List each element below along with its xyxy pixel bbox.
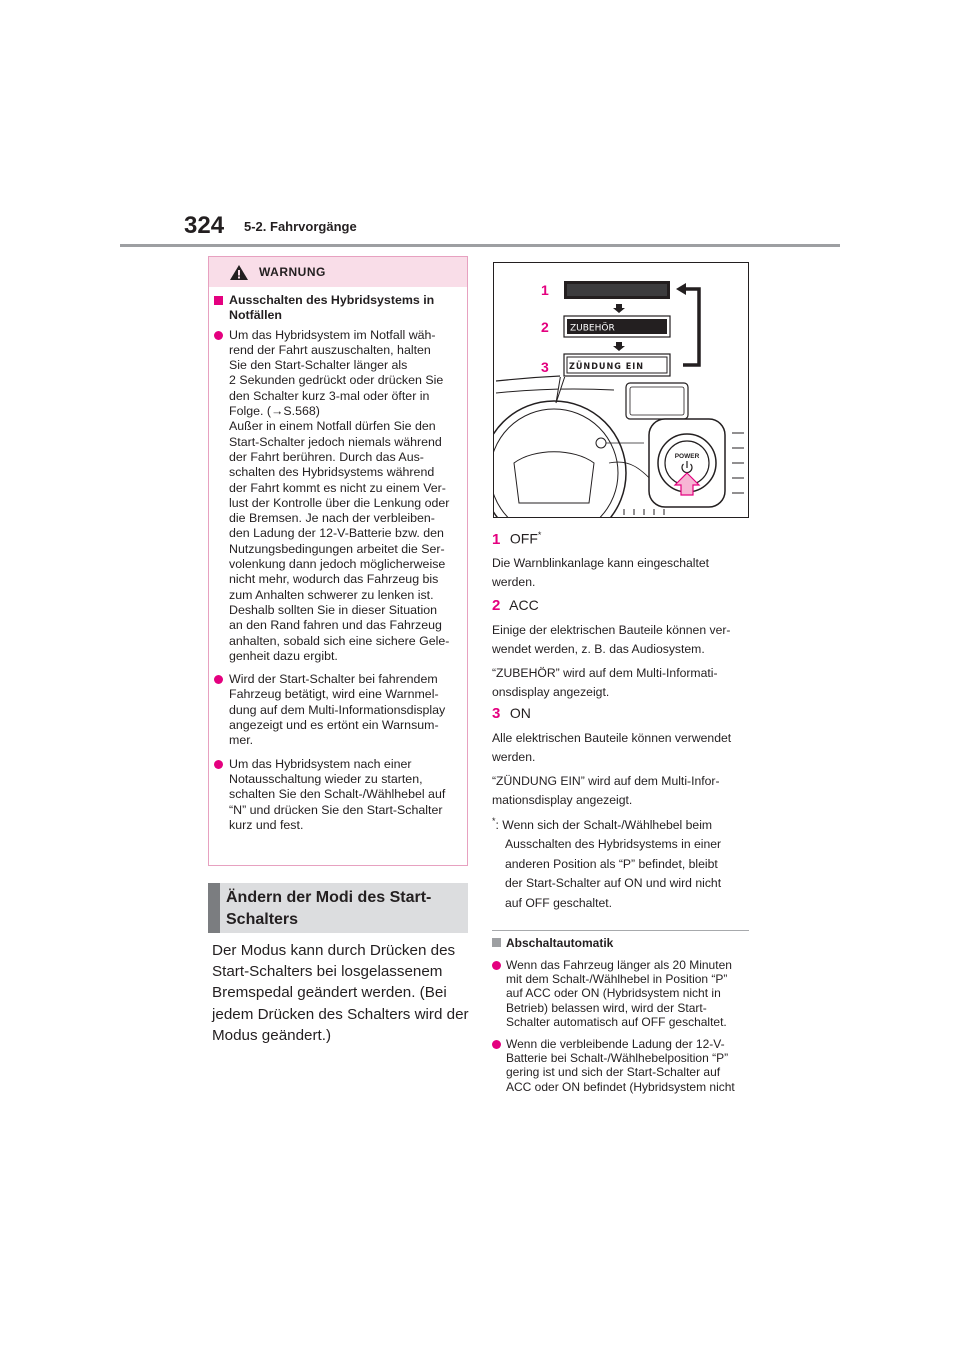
- warning-title: WARNUNG: [259, 265, 326, 279]
- mode-name: ON: [509, 705, 531, 721]
- bullet-dot-icon: [492, 961, 501, 970]
- warning-bullet-line: Deshalb sollten Sie in dieser Situation: [229, 602, 438, 617]
- footnote: *: Wenn sich der Schalt-/Wählhebel beim Ausschalten des Hybridsystems in einer anderen Position als “P” befindet, bleibt der Start-Schalter auf ON und wird nicht auf OFF geschaltet.: [492, 816, 722, 910]
- warning-subheading: Ausschalten des Hybridsystems in Notfällen: [214, 293, 462, 324]
- warning-bullet-line: Fahrzeug betätigt, wird eine Warnmel-: [229, 687, 439, 702]
- modes-paragraph: Der Modus kann durch Drücken des Start-Schalters bei losgelassenem Bremspedal geändert werden. (Bei jedem Drücken des Schalters wird der Modus geändert.): [212, 942, 469, 1044]
- auto-off-section: [492, 936, 758, 1094]
- bullet-dot-icon: [214, 331, 223, 340]
- warning-bullet-line: die Bremsen. Je nach der verbleiben-: [229, 511, 435, 526]
- warning-bullet-line: der Fahrt berühren. Durch das Aus-: [229, 449, 424, 464]
- mode-number: 2: [492, 597, 501, 614]
- warning-bullet-line: Um das Hybridsystem im Notfall wäh-: [229, 327, 436, 342]
- auto-off-bullet: Wenn die verbleibende Ladung der 12-V- Batterie bei Schalt-/Wählhebelposition “P” gering ist und sich der Start-Schalter auf ACC oder ON befindet (Hybridsystem nicht: [492, 1037, 758, 1094]
- warning-bullet-line: zum Anhalten schwerer zu lenken ist.: [229, 587, 434, 602]
- warning-bullet: [214, 672, 462, 748]
- warning-bullet-line: der Fahrt kommt es nicht zu einem Ver-: [229, 480, 446, 495]
- loop-back-arrow-icon: [680, 289, 699, 365]
- power-label: POWER: [674, 453, 700, 460]
- warning-bullet: [214, 328, 462, 665]
- warning-bullet-line: genheit dazu ergibt.: [229, 648, 338, 663]
- display-zubehoer-text: ZUBEHÖR: [570, 323, 615, 334]
- heading-accent-bar: [208, 883, 220, 933]
- mode-description: Einige der elektrischen Bauteile können ver- wendet werden, z. B. das Audiosystem. “ZUBEHÖR” wird auf dem Multi-Informati- onsdisplay angezeigt.: [492, 623, 731, 700]
- warning-box: [208, 256, 468, 866]
- warning-bullet-line: an den Rand fahren und das Fahrzeug: [229, 618, 442, 633]
- mode-name: ACC: [509, 597, 539, 613]
- header-rule: [120, 244, 840, 247]
- section-title: 5-2. Fahrvorgänge: [244, 219, 357, 234]
- warning-bullet-line: dung auf dem Multi-Informationsdisplay: [229, 702, 446, 717]
- warning-bullet-line: nicht mehr, wodurch das Fahrzeug bis: [229, 572, 439, 587]
- warning-bullet-line: Außer in einem Notfall dürfen Sie den: [229, 419, 436, 434]
- mode-item-acc: [492, 597, 758, 703]
- illustration-svg: [494, 263, 748, 517]
- square-bullet-icon: [492, 938, 501, 947]
- warning-bullet-line: lust der Kontrolle über die Lenkung oder: [229, 495, 450, 510]
- warning-bullet: [214, 757, 462, 833]
- page-number: 324: [184, 212, 225, 239]
- power-switch-illustration: [493, 262, 749, 518]
- mode-item-off: [492, 530, 758, 593]
- warning-bullet-line: schalten Sie den Schalt-/Wählhebel auf: [229, 787, 446, 802]
- mode-item-on: [492, 705, 758, 811]
- modes-heading: Ändern der Modi des Start- Schalters: [226, 889, 432, 928]
- warning-bullet-line: Sie den Start-Schalter länger als: [229, 358, 408, 373]
- mode-label-3: 3: [541, 359, 549, 375]
- warning-bullet-line: 2 Sekunden gedrückt oder drücken Sie: [229, 373, 444, 388]
- auto-off-bullet: Wenn das Fahrzeug länger als 20 Minuten mit dem Schalt-/Wählhebel in Position “P” auf ACC oder ON (Hybridsystem nicht in Betrieb) belassen wird, wird der Start- Schalter automatisch auf OFF geschaltet.: [492, 958, 758, 1029]
- mode-name: OFF: [509, 530, 538, 547]
- warning-bullet-line: rend der Fahrt auszuschalten, halten: [229, 342, 431, 357]
- warning-bullet-line: volenkung dann jedoch möglicherweise: [229, 557, 446, 572]
- divider: [492, 930, 749, 931]
- display-zuendung-text: ZÜNDUNG EIN: [569, 362, 643, 372]
- warning-bullet-line: anhalten, sobald sich eine sichere Gele-: [229, 633, 450, 648]
- warning-bullet-line: Start-Schalter jedoch niemals während: [229, 434, 442, 449]
- warning-bullet-line: angezeigt und es ertönt ein Warnsum-: [229, 718, 439, 733]
- bullet-dot-icon: [492, 1040, 501, 1049]
- warning-header: [209, 257, 467, 287]
- mode-description: Alle elektrischen Bauteile können verwendet werden. “ZÜNDUNG EIN” wird auf dem Multi-Infor- mationsdisplay angezeigt.: [492, 731, 732, 808]
- mode-description: Die Warnblinkanlage kann eingeschaltet werden.: [492, 556, 710, 590]
- bullet-dot-icon: [214, 760, 223, 769]
- mode-label-1: 1: [541, 282, 549, 298]
- mode-number: 3: [492, 705, 501, 722]
- footnote-marker: *: [492, 816, 496, 826]
- auto-off-title: Abschaltautomatik: [492, 936, 758, 950]
- warning-bullet-line: mer.: [229, 733, 254, 748]
- mode-number: 1: [492, 530, 501, 548]
- warning-triangle-icon: [229, 264, 249, 281]
- warning-bullet-line: den Schalter kurz 3-mal oder öfter in: [229, 388, 430, 403]
- warning-bullet-line: kurz und fest.: [229, 817, 304, 832]
- mode-label-2: 2: [541, 319, 549, 335]
- warning-bullet-line: “N” und drücken Sie den Start-Schalter: [229, 802, 443, 817]
- warning-content: [214, 293, 462, 841]
- warning-bullet-line: Um das Hybridsystem nach einer: [229, 756, 412, 771]
- bullet-dot-icon: [214, 675, 223, 684]
- warning-bullet-line: schalten des Hybridsystems während: [229, 465, 435, 480]
- square-bullet-icon: [214, 296, 223, 305]
- warning-bullet-line: Notausschaltung wieder zu starten,: [229, 771, 423, 786]
- warning-bullet-line: den Ladung der 12-V-Batterie bzw. den: [229, 526, 444, 541]
- footnote-marker: *: [537, 530, 542, 540]
- warning-bullet-line: Nutzungsbedingungen arbeitet die Ser-: [229, 541, 445, 556]
- warning-bullet-line: Folge. (→S.568): [229, 404, 320, 419]
- modes-heading-box: [208, 883, 468, 933]
- warning-bullet-line: Wird der Start-Schalter bei fahrendem: [229, 672, 438, 687]
